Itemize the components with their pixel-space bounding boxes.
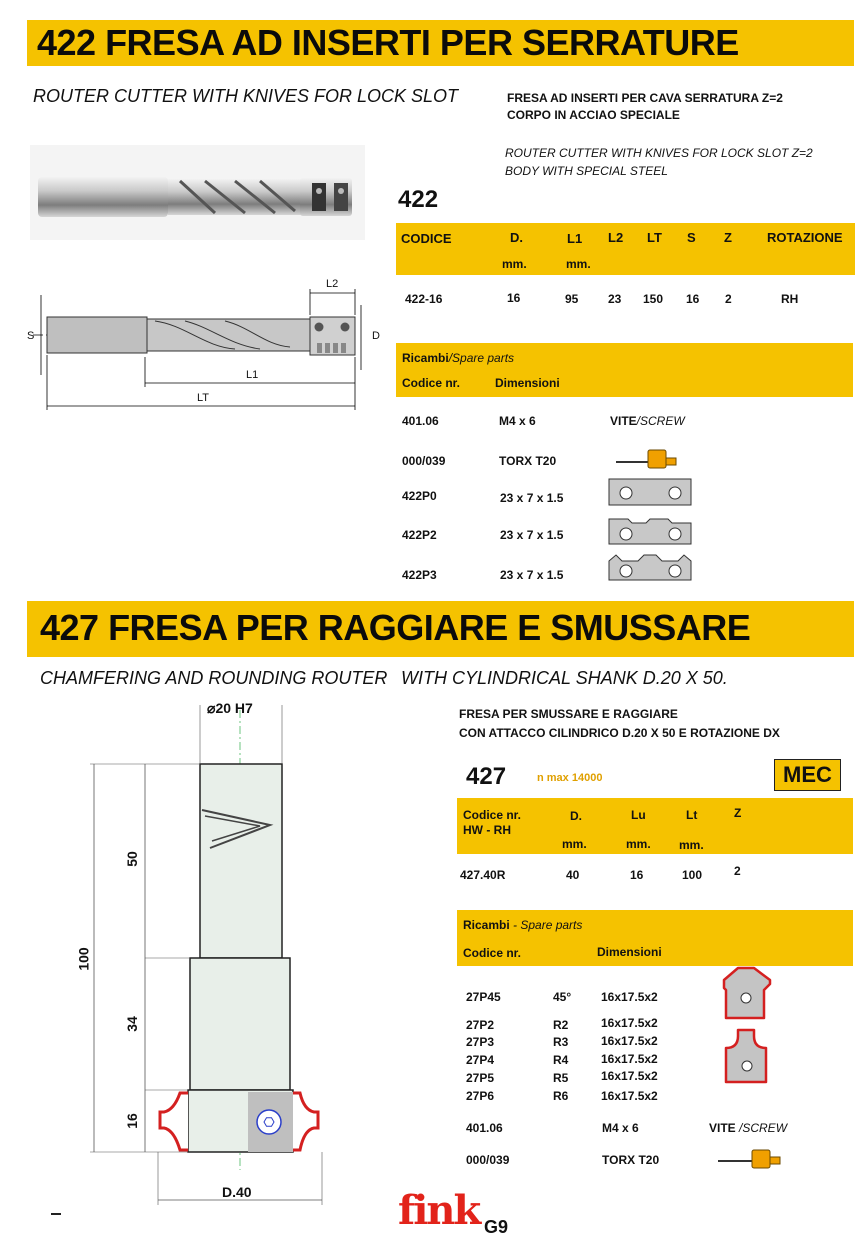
td-code: 422-16 bbox=[405, 292, 443, 306]
th-codice-nr: Codice nr. bbox=[463, 808, 522, 822]
code-427-heading: 427 bbox=[466, 763, 507, 790]
spare-dim: 16x17.5x2 bbox=[601, 1069, 658, 1083]
td-l2: 23 bbox=[608, 292, 622, 306]
torx-key-icon bbox=[614, 447, 679, 471]
spare-dim: TORX T20 bbox=[499, 454, 557, 468]
th-l2: L2 bbox=[608, 230, 624, 245]
label-d: D bbox=[372, 330, 380, 342]
th-unit-d: mm. bbox=[502, 257, 527, 271]
mec-badge: MEC bbox=[774, 759, 841, 791]
td-code: 427.40R bbox=[460, 868, 506, 882]
spare-code: 422P2 bbox=[402, 528, 437, 542]
section-427-title: 427 FRESA PER RAGGIARE E SMUSSARE bbox=[40, 607, 751, 648]
spare-dim: 16x17.5x2 bbox=[601, 1016, 658, 1030]
section-422-desc-en-2: BODY WITH SPECIAL STEEL bbox=[505, 164, 668, 178]
th-lu: Lu bbox=[631, 808, 646, 822]
cutter-422-photo bbox=[30, 145, 365, 240]
spare-code: 27P6 bbox=[466, 1089, 495, 1103]
diameter-icon: ⌀ bbox=[207, 700, 216, 716]
insert-27p-radius-icon bbox=[718, 1028, 778, 1086]
dim-16-label: 16 bbox=[123, 1113, 140, 1129]
td-lt: 150 bbox=[643, 292, 664, 306]
spare-radius: 45° bbox=[553, 990, 572, 1004]
label-s: S bbox=[27, 330, 35, 342]
spare-dim: 16x17.5x2 bbox=[601, 1089, 658, 1103]
spares-427-title: Ricambi - Spare parts bbox=[463, 918, 583, 932]
dim-34-label: 34 bbox=[123, 1016, 140, 1032]
spare-code: 401.06 bbox=[466, 1121, 503, 1135]
label-l2: L2 bbox=[326, 278, 339, 290]
spare-radius: R3 bbox=[553, 1035, 569, 1049]
spare-dim: 23 x 7 x 1.5 bbox=[500, 528, 564, 542]
shank-dim-label: ⌀20 H7 bbox=[207, 700, 253, 716]
cutter-427-drawing bbox=[60, 700, 350, 1215]
max-rpm: n max 14000 bbox=[537, 772, 603, 784]
torx-key-icon bbox=[716, 1148, 786, 1172]
spare-radius: R4 bbox=[553, 1053, 569, 1067]
brand-logo: fink bbox=[398, 1187, 480, 1234]
section-427-desc-it-2: CON ATTACCO CILINDRICO D.20 X 50 E ROTAZIONE DX bbox=[459, 726, 780, 740]
spare-radius: R5 bbox=[553, 1071, 569, 1085]
th-unit-d: mm. bbox=[562, 837, 587, 851]
th-unit-lt: mm. bbox=[679, 838, 704, 852]
label-l1: L1 bbox=[246, 369, 259, 381]
section-422-desc-en-1: ROUTER CUTTER WITH KNIVES FOR LOCK SLOT Z=2 bbox=[505, 146, 813, 160]
th-lt: LT bbox=[647, 230, 662, 245]
spare-dim: M4 x 6 bbox=[499, 414, 536, 428]
spares-422-col-dim: Dimensioni bbox=[495, 376, 560, 390]
spare-dim: 16x17.5x2 bbox=[601, 990, 658, 1004]
table-427-header bbox=[457, 798, 853, 854]
section-422-desc-it-1: FRESA AD INSERTI PER CAVA SERRATURA Z=2 bbox=[507, 91, 783, 105]
dim-d40-label: D.40 bbox=[222, 1184, 252, 1200]
spare-code: 000/039 bbox=[466, 1153, 510, 1167]
section-427-subtitle-1: CHAMFERING AND ROUNDING ROUTER bbox=[40, 668, 388, 688]
th-s: S bbox=[687, 230, 696, 245]
th-codice: CODICE bbox=[401, 231, 452, 246]
spares-422-col-code: Codice nr. bbox=[402, 376, 461, 390]
spare-dim: 16x17.5x2 bbox=[601, 1052, 658, 1066]
spare-code: 401.06 bbox=[402, 414, 439, 428]
section-422-desc-it-2: CORPO IN ACCIAO SPECIALE bbox=[507, 108, 680, 122]
knife-422p2-icon bbox=[608, 515, 692, 545]
spare-code: 27P45 bbox=[466, 990, 501, 1004]
spare-code: 422P3 bbox=[402, 568, 437, 582]
td-lt: 100 bbox=[682, 868, 703, 882]
th-unit-l1: mm. bbox=[566, 257, 591, 271]
dim-50-label: 50 bbox=[123, 851, 140, 867]
section-427-desc-it-1: FRESA PER SMUSSARE E RAGGIARE bbox=[459, 707, 678, 721]
page-number: G9 bbox=[484, 1217, 509, 1237]
spare-note: VITE/SCREW bbox=[610, 414, 685, 428]
th-d: D. bbox=[510, 230, 523, 245]
spare-note: VITE /SCREW bbox=[709, 1121, 788, 1135]
spare-radius: R6 bbox=[553, 1089, 569, 1103]
section-422-title: 422 FRESA AD INSERTI PER SERRATURE bbox=[37, 22, 739, 63]
th-z: Z bbox=[724, 230, 732, 245]
section-422-subtitle: ROUTER CUTTER WITH KNIVES FOR LOCK SLOT bbox=[33, 86, 459, 106]
spare-dim: M4 x 6 bbox=[602, 1121, 639, 1135]
th-rotazione: ROTAZIONE bbox=[767, 230, 843, 245]
td-d: 16 bbox=[507, 291, 521, 305]
td-lu: 16 bbox=[630, 868, 644, 882]
spares-427-col-dim: Dimensioni bbox=[597, 945, 662, 959]
insert-27p45-icon bbox=[718, 966, 778, 1024]
td-z: 2 bbox=[734, 864, 741, 878]
th-d: D. bbox=[570, 809, 582, 823]
td-z: 2 bbox=[725, 292, 732, 306]
th-z: Z bbox=[734, 806, 742, 820]
td-l1: 95 bbox=[565, 292, 579, 306]
spare-radius: R2 bbox=[553, 1018, 569, 1032]
knife-422p0-icon bbox=[608, 478, 692, 506]
th-hw-rh: HW - RH bbox=[463, 823, 511, 837]
td-rotation: RH bbox=[781, 292, 799, 306]
th-lt: Lt bbox=[686, 808, 698, 822]
spare-dim: 23 x 7 x 1.5 bbox=[500, 491, 564, 505]
section-427-subtitle-2: WITH CYLINDRICAL SHANK D.20 X 50. bbox=[401, 668, 728, 688]
spare-dim: 16x17.5x2 bbox=[601, 1034, 658, 1048]
th-l1: L1 bbox=[567, 231, 583, 246]
td-d: 40 bbox=[566, 868, 580, 882]
spare-code: 27P5 bbox=[466, 1071, 495, 1085]
spare-dim: TORX T20 bbox=[602, 1153, 660, 1167]
spare-code: 27P2 bbox=[466, 1018, 495, 1032]
dim-100-label: 100 bbox=[75, 947, 92, 971]
td-s: 16 bbox=[686, 292, 700, 306]
label-lt: LT bbox=[197, 392, 210, 404]
corner-mark bbox=[51, 1213, 61, 1215]
knife-422p3-icon bbox=[608, 551, 692, 581]
spare-dim: 23 x 7 x 1.5 bbox=[500, 568, 564, 582]
spares-427-col-code: Codice nr. bbox=[463, 946, 522, 960]
th-unit-lu: mm. bbox=[626, 837, 651, 851]
spare-code: 27P4 bbox=[466, 1053, 495, 1067]
code-422-heading: 422 bbox=[398, 186, 439, 213]
spare-code: 27P3 bbox=[466, 1035, 495, 1049]
spares-422-title: Ricambi/Spare parts bbox=[402, 351, 515, 365]
spare-code: 000/039 bbox=[402, 454, 446, 468]
spare-code: 422P0 bbox=[402, 489, 437, 503]
